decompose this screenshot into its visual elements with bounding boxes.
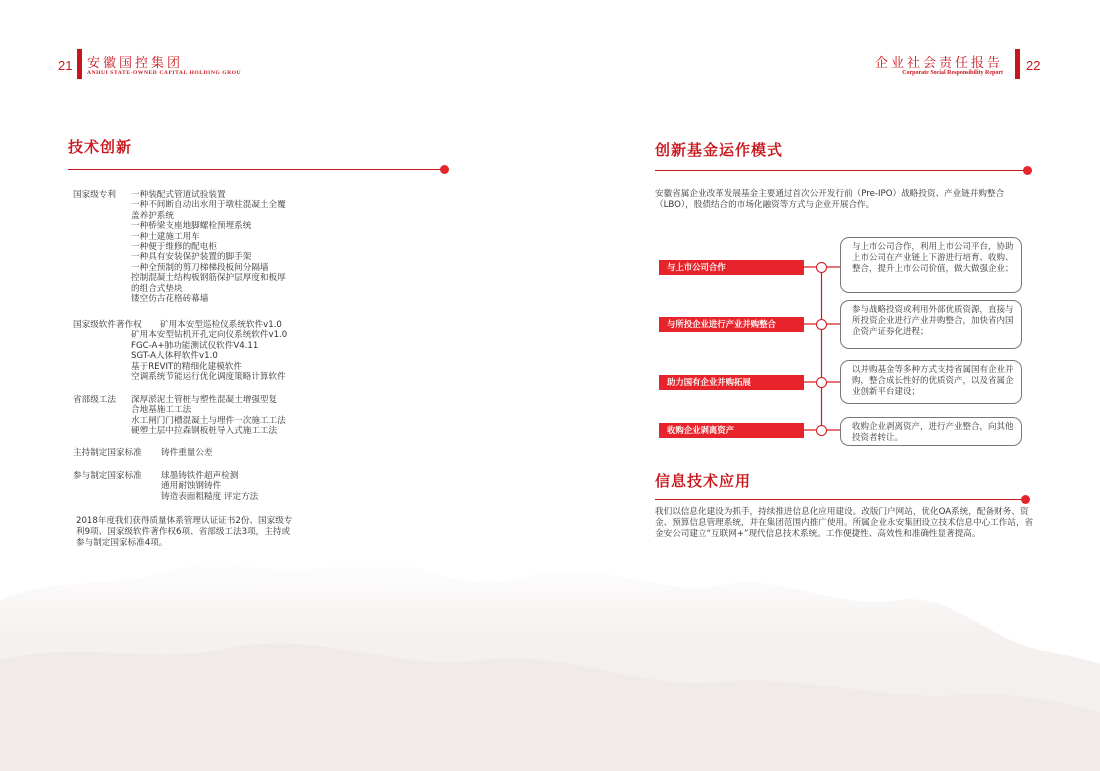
item-value: 一种全预制的剪刀梯梯段板间分隔墙: [131, 262, 269, 273]
item-value: 控制混凝土结构板钢筋保护层厚度和板厚: [131, 273, 286, 284]
right-header-bar: [1015, 49, 1020, 79]
connector-node: [816, 425, 827, 436]
it-application-text: 我们以信息化建设为抓手，持续推进信息化应用建设。改版门户网站，优化OA系统，配备财务、资金、预算信息管理系统，并在集团范围内推广使用。所属企业永安集团设立技术信息中心工作站，省金安公司建立“互联网+”现代信息技术系统。工作便捷性、高效性和准确性显著提高。: [655, 507, 1034, 539]
item-value: 一种具有安装保护装置的脚手架: [131, 252, 252, 263]
fund-tag-industry-merger: 与所投企业进行产业并购整合: [659, 317, 804, 332]
left-header-bar: [77, 49, 82, 79]
item-label: 主持制定国家标准: [73, 448, 142, 458]
item-value: 通用耐蚀钢铸件: [161, 481, 222, 492]
fund-model-intro: 安徽省属企业改革发展基金主要通过首次公开发行前（Pre-IPO）战略投资、产业链并购整合（LBO），股债结合的市场化融资等方式与企业开展合作。: [655, 189, 1005, 210]
connector-node: [816, 377, 827, 388]
fund-model-rule: [655, 170, 1027, 171]
item-value: 铸造表面粗糙度 评定方法: [161, 491, 259, 502]
it-application-heading: 信息技术应用: [655, 472, 752, 490]
item-value: FGC-A+肺功能测试仪软件V4.11: [131, 340, 259, 351]
report-title: 企业社会责任报告: [874, 56, 1003, 71]
item-value: 硬塑土层中拉森钢板桩导入式施工工法: [131, 426, 278, 437]
item-value: 铸件重量公差: [161, 448, 213, 458]
fund-desc-listed-companies: 与上市公司合作，利用上市公司平台，协助上市公司在产业链上下游进行培育、收购、整合，提升上市公司价值，做大做强企业；: [840, 237, 1022, 293]
item-value: 一种装配式管道试验装置: [131, 190, 226, 200]
item-value: 矿用本安型钻机开孔定向仪系统软件v1.0: [131, 330, 288, 341]
fund-tag-listed-companies: 与上市公司合作: [659, 260, 804, 275]
item-label: 国家级软件著作权: [73, 320, 142, 330]
item-label: 省部级工法: [73, 395, 116, 405]
tech-innovation-dot: [440, 165, 449, 174]
item-value: 矿用本安型巡检仪系统软件v1.0: [160, 320, 282, 330]
left-brand-name: 安徽国控集团: [87, 56, 184, 71]
item-value: 合地基施工工法: [131, 405, 192, 416]
it-application-dot: [1021, 495, 1030, 504]
fund-desc-divested-assets: 收购企业剥离资产，进行产业整合，向其他投资者转让。: [840, 417, 1022, 446]
item-label: 参与制定国家标准: [73, 471, 142, 481]
fund-model-dot: [1023, 166, 1032, 175]
item-value: 一种桥梁支座地脚螺栓预埋系统: [131, 221, 252, 232]
item-value: 一种不间断自动出水用于墩柱混凝土全覆: [131, 200, 286, 211]
fund-desc-industry-merger: 参与战略投资或利用外部优质资源，直接与所投资企业进行产业并购整合，加快省内国企资产证券化进程；: [840, 300, 1022, 349]
connector-node: [816, 262, 827, 273]
item-value: 基于REVIT的精细化建模软件: [131, 361, 243, 372]
item-value: SGT-A人体秤软件v1.0: [131, 351, 218, 362]
item-value: 空调系统节能运行优化调度策略计算软件: [131, 372, 286, 383]
fund-tag-soe-expansion: 助力国有企业并购拓展: [659, 375, 804, 390]
item-value: 盖养护系统: [131, 210, 174, 221]
left-page-number: 21: [58, 58, 73, 73]
item-label: 国家级专利: [73, 190, 116, 200]
item-value: 镂空仿古花格砖幕墙: [131, 294, 209, 305]
fund-desc-soe-expansion: 以并购基金等多种方式支持省属国有企业并购，整合成长性好的优质资产，以及省属企业创新平台建设；: [840, 360, 1022, 404]
connector-node: [816, 319, 827, 330]
it-application-rule: [655, 499, 1027, 500]
fund-model-heading: 创新基金运作模式: [655, 141, 784, 159]
report-title-english: Corporate Social Responsibility Report: [902, 70, 1003, 76]
tech-innovation-rule: [68, 169, 444, 170]
item-value: 水工闸门门槽混凝土与埋件一次施工工法: [131, 415, 286, 426]
item-value: 一种便于维修的配电柜: [131, 242, 217, 253]
tech-summary: 2018年度我们获得质量体系管理认证证书2份、国家级专利9项、国家级软件著作权6项、省部级工法3项，主持或参与制定国家标准4项。: [76, 516, 293, 548]
item-value: 一种土建施工用车: [131, 231, 200, 242]
item-value: 球墨铸铁件超声检测: [161, 471, 239, 481]
left-brand-english: ANHUI STATE-OWNED CAPITAL HOLDING GROU: [87, 70, 242, 76]
item-value: 的组合式垫块: [131, 283, 183, 294]
right-page-number: 22: [1026, 58, 1041, 73]
tech-innovation-heading: 技术创新: [68, 138, 133, 156]
fund-tag-divested-assets: 收购企业剥离资产: [659, 423, 804, 438]
item-value: 深厚淤泥土管桩与塑性混凝土增强型复: [131, 395, 278, 405]
